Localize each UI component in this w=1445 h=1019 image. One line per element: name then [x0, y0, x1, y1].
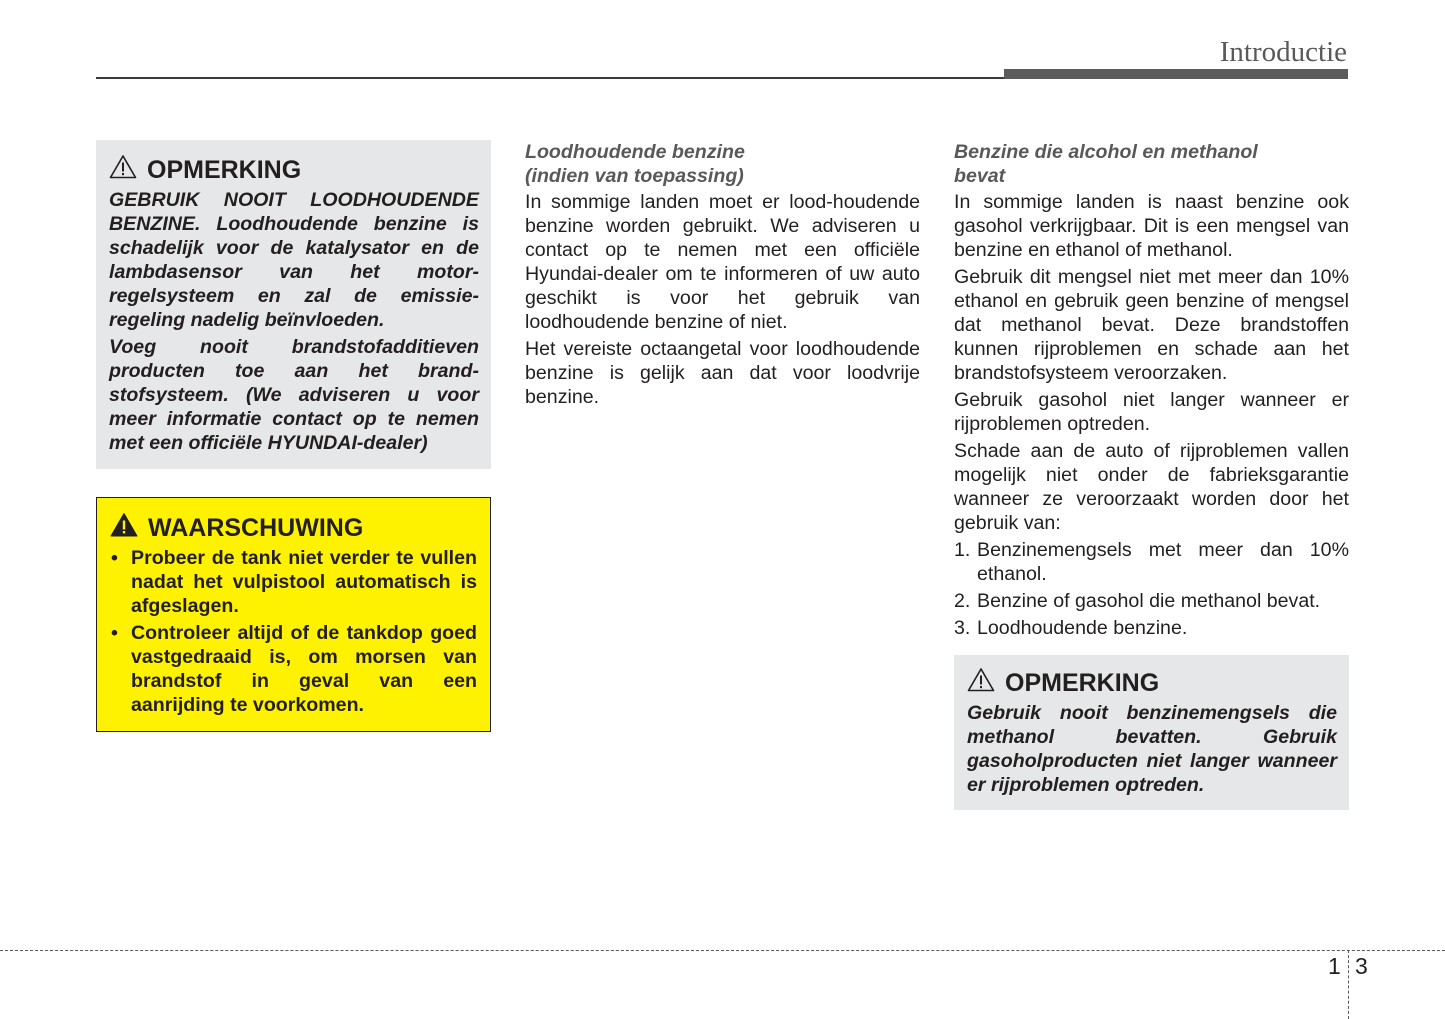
- section-heading: Loodhoudende benzine: [525, 141, 745, 163]
- notice-paragraph: Voeg nooit brandstofadditieven producten toe aan het brand-stofsysteem. (We adviseren u voor meer informatie contact op te nemen met een officiële HYUNDAI-dealer): [109, 336, 479, 454]
- body-paragraph: Schade aan de auto of rijproblemen vallen mogelijk niet onder de fabrieksgarantie wanneer ze veroorzaakt worden door het gebruik van:: [954, 440, 1349, 534]
- page-number: 3: [1355, 953, 1368, 979]
- numbered-list: [954, 538, 1349, 640]
- notice-title-text: OPMERKING: [147, 155, 302, 184]
- list-text: Benzinemengsels met meer dan 10% ethanol.: [977, 539, 1349, 585]
- notice-box: [954, 655, 1349, 810]
- caution-outline-icon: [109, 154, 137, 186]
- header-rule-accent: [1004, 69, 1348, 79]
- body-paragraph: In sommige landen moet er lood-houdende benzine worden gebruikt. We adviseren u contact op te nemen met een officiële Hyundai-dealer om te informeren of uw auto geschikt is voor het gebruik van loodhoudende benzine of niet.: [525, 191, 920, 333]
- list-item: [954, 589, 1349, 613]
- notice-box: [96, 140, 491, 469]
- middle-column: [525, 140, 920, 409]
- notice-paragraph: Gebruik nooit benzinemengsels die methanol bevatten. Gebruik gasoholproducten niet langer wanneer er rijproblemen optreden.: [967, 702, 1337, 796]
- chapter-number: 1: [1328, 953, 1341, 979]
- body-paragraph: In sommige landen is naast benzine ook gasohol verkrijgbaar. Dit is een mengsel van benzine en ethanol of methanol.: [954, 191, 1349, 261]
- section-heading-continued: bevat: [954, 165, 1006, 187]
- body-paragraph: Gebruik gasohol niet langer wanneer er rijproblemen optreden.: [954, 389, 1349, 435]
- section-heading: Benzine die alcohol en methanol: [954, 141, 1258, 163]
- list-text: Benzine of gasohol die methanol bevat.: [977, 590, 1321, 612]
- page-number-divider: [1348, 950, 1349, 1019]
- section-title: Introductie: [1219, 36, 1347, 68]
- warning-title-text: WAARSCHUWING: [148, 513, 364, 542]
- body-paragraph: Gebruik dit mengsel niet met meer dan 10% ethanol en gebruik geen benzine of mengsel dat methanol bevat. Deze brandstoffen kunnen rijproblemen en schade aan het brandstofsysteem veroorzaken.: [954, 266, 1349, 384]
- list-text: Loodhoudende benzine.: [977, 617, 1188, 639]
- notice-paragraph: GEBRUIK NOOIT LOODHOUDENDE BENZINE. Loodhoudende benzine is schadelijk voor de katalysator en de lambdasensor van het motor-regelsysteem en zal de emissie-regeling nadelig beïnvloeden.: [109, 189, 479, 331]
- list-number: 3.: [954, 617, 971, 639]
- footer-divider: [0, 950, 1445, 951]
- warning-box: [96, 497, 491, 732]
- notice-title: [967, 667, 1337, 699]
- warning-list: [110, 546, 477, 717]
- notice-title-text: OPMERKING: [1005, 668, 1160, 697]
- warning-filled-icon: [110, 512, 138, 544]
- warning-title: [110, 512, 477, 544]
- section-heading-continued: (indien van toepassing): [525, 165, 744, 187]
- body-paragraph: Het vereiste octaangetal voor loodhoudende benzine is gelijk aan dat voor loodvrije benzine.: [525, 338, 920, 408]
- warning-item: • Controleer altijd of de tankdop goed vastgedraaid is, om morsen van brandstof in geval van een aanrijding te voorkomen.: [110, 621, 477, 717]
- notice-title: [109, 154, 479, 186]
- list-item: [954, 538, 1349, 586]
- right-column: [954, 140, 1349, 810]
- list-number: 2.: [954, 590, 971, 612]
- left-column: [96, 140, 491, 732]
- warning-item: • Probeer de tank niet verder te vullen nadat het vulpistool automatisch is afgeslagen.: [110, 546, 477, 618]
- list-item: [954, 616, 1349, 640]
- list-number: 1.: [954, 539, 971, 561]
- caution-outline-icon: [967, 667, 995, 699]
